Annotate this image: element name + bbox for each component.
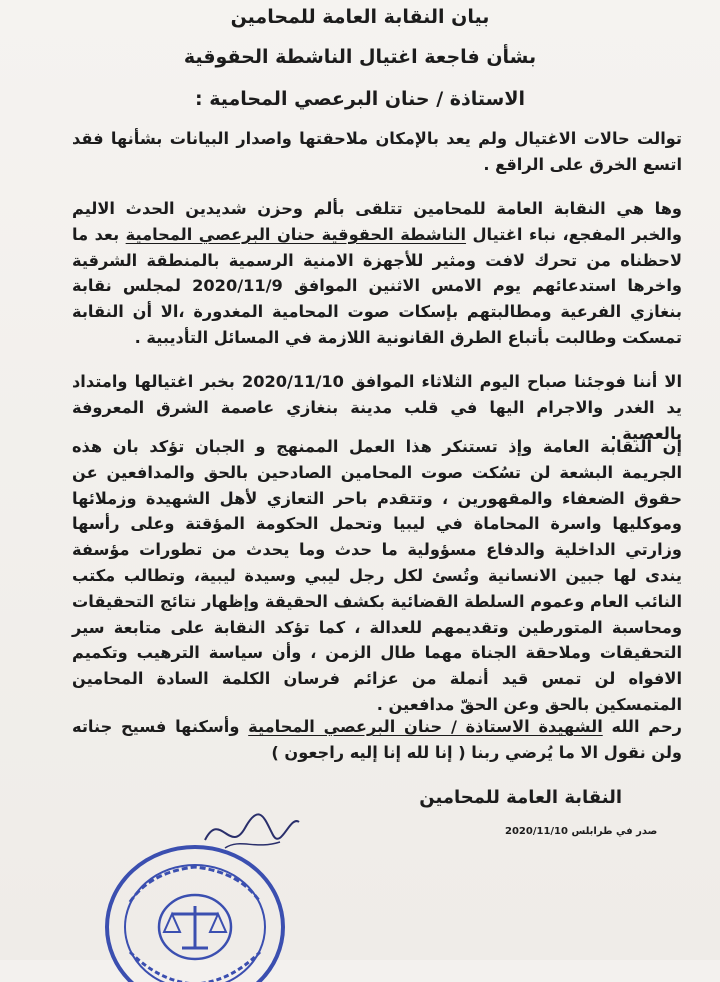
victim-name-heading: الاستاذة / حنان البرعصي المحامية : bbox=[194, 88, 525, 110]
paragraph-5 bbox=[72, 714, 682, 766]
issued-date-line: صدر في طرابلس 2020/11/10 bbox=[505, 826, 658, 837]
statement-subject: بشأن فاجعة اغتيال الناشطة الحقوقية bbox=[183, 46, 537, 68]
paragraph-4: إن النقابة العامة وإذ تستنكر هذا العمل الممنهج و الجبان تؤكد بان هذه الجريمة البشعة لن تسُكت صوت المحامين الصادحين بالحق والمدافعين عن حقوق الضعفاء والمقهورين ، وتتقدم باحر التعازي لأهل الشهيدة وزملائها وموكليها واسرة المحاماة في ليبيا وتحمل الحكومة المؤقتة وعلى رأسها وزارتي الداخلية والدفاع مسؤولية ما حدث وما يحدث من تطورات مؤسفة يندى لها جبين الانسانية وتُسئ لكل رجل ليبي وسيدة ليبية، وتطالب مكتب النائب العام وعموم السلطة القضائية بكشف الحقيقة وإظهار نتائج التحقيقات ومحاسبة المتورطين وتقديمهم للعدالة ، كما تؤكد النقابة على متابعة سير التحقيقات وملاحقة الجناة مهما طال الزمن ، وأن سياسة الترهيب وتكميم الافواه لن تمس قيد أنملة من عزائم فرسان الكلمة السادة المحامين المتمسكين بالحق وعن الحقّ مدافعين . bbox=[72, 437, 682, 714]
paragraph-1: توالت حالات الاغتيال ولم يعد بالإمكان ملاحقتها واصدار البيانات بشأنها فقد اتسع الخرق على الراقع . bbox=[72, 129, 682, 174]
paragraph-2 bbox=[72, 196, 682, 351]
paragraph-5-part-a: رحم الله bbox=[602, 717, 682, 736]
activist-name-underlined: الناشطة الحقوقية حنان البرعصي المحامية bbox=[125, 224, 467, 244]
paragraph-5-part-c: وأسكنها فسيح جناته ولن نقول الا ما يُرضي ربنا ( إنا لله إنا إليه راجعون ) bbox=[72, 717, 682, 762]
paragraph-3: الا أننا فوجئنا صباح اليوم الثلاثاء الموافق 2020/11/10 بخبر اغتيالها وامتداد يد الغدر والاجرام اليها في قلب مدينة بنغازي عاصمة الشرق المعروفة بالعصية . bbox=[72, 372, 682, 443]
martyr-name-underlined: الشهيدة الاستاذة / حنان البرعصي المحامية bbox=[248, 717, 603, 736]
signature-block: النقابة العامة للمحامين bbox=[419, 787, 622, 808]
paragraph-2-part-c: بعد ما لاحظناه من تحرك لافت ومثير للأجهزة الامنية الرسمية بالمنطقة الشرقية واخرها استدعائهم يوم الامس الاثنين الموافق 2020/11/9 لمجلس نقابة بنغازي الفرعية ومطالبتهم بإسكات صوت المحامية المغدورة ،الا أن النقابة تمسكت وطالبت بأتباع الطرق القانونية اللازمة في المسائل التأديبية . bbox=[72, 224, 682, 347]
paragraph-2-part-a: وها هي النقابة العامة للمحامين تتلقى بألم وحزن شديدين الحدث الاليم والخبر المفجع، نباء اغتيال bbox=[72, 199, 682, 244]
statement-title: بيان النقابة العامة للمحامين bbox=[230, 6, 490, 28]
